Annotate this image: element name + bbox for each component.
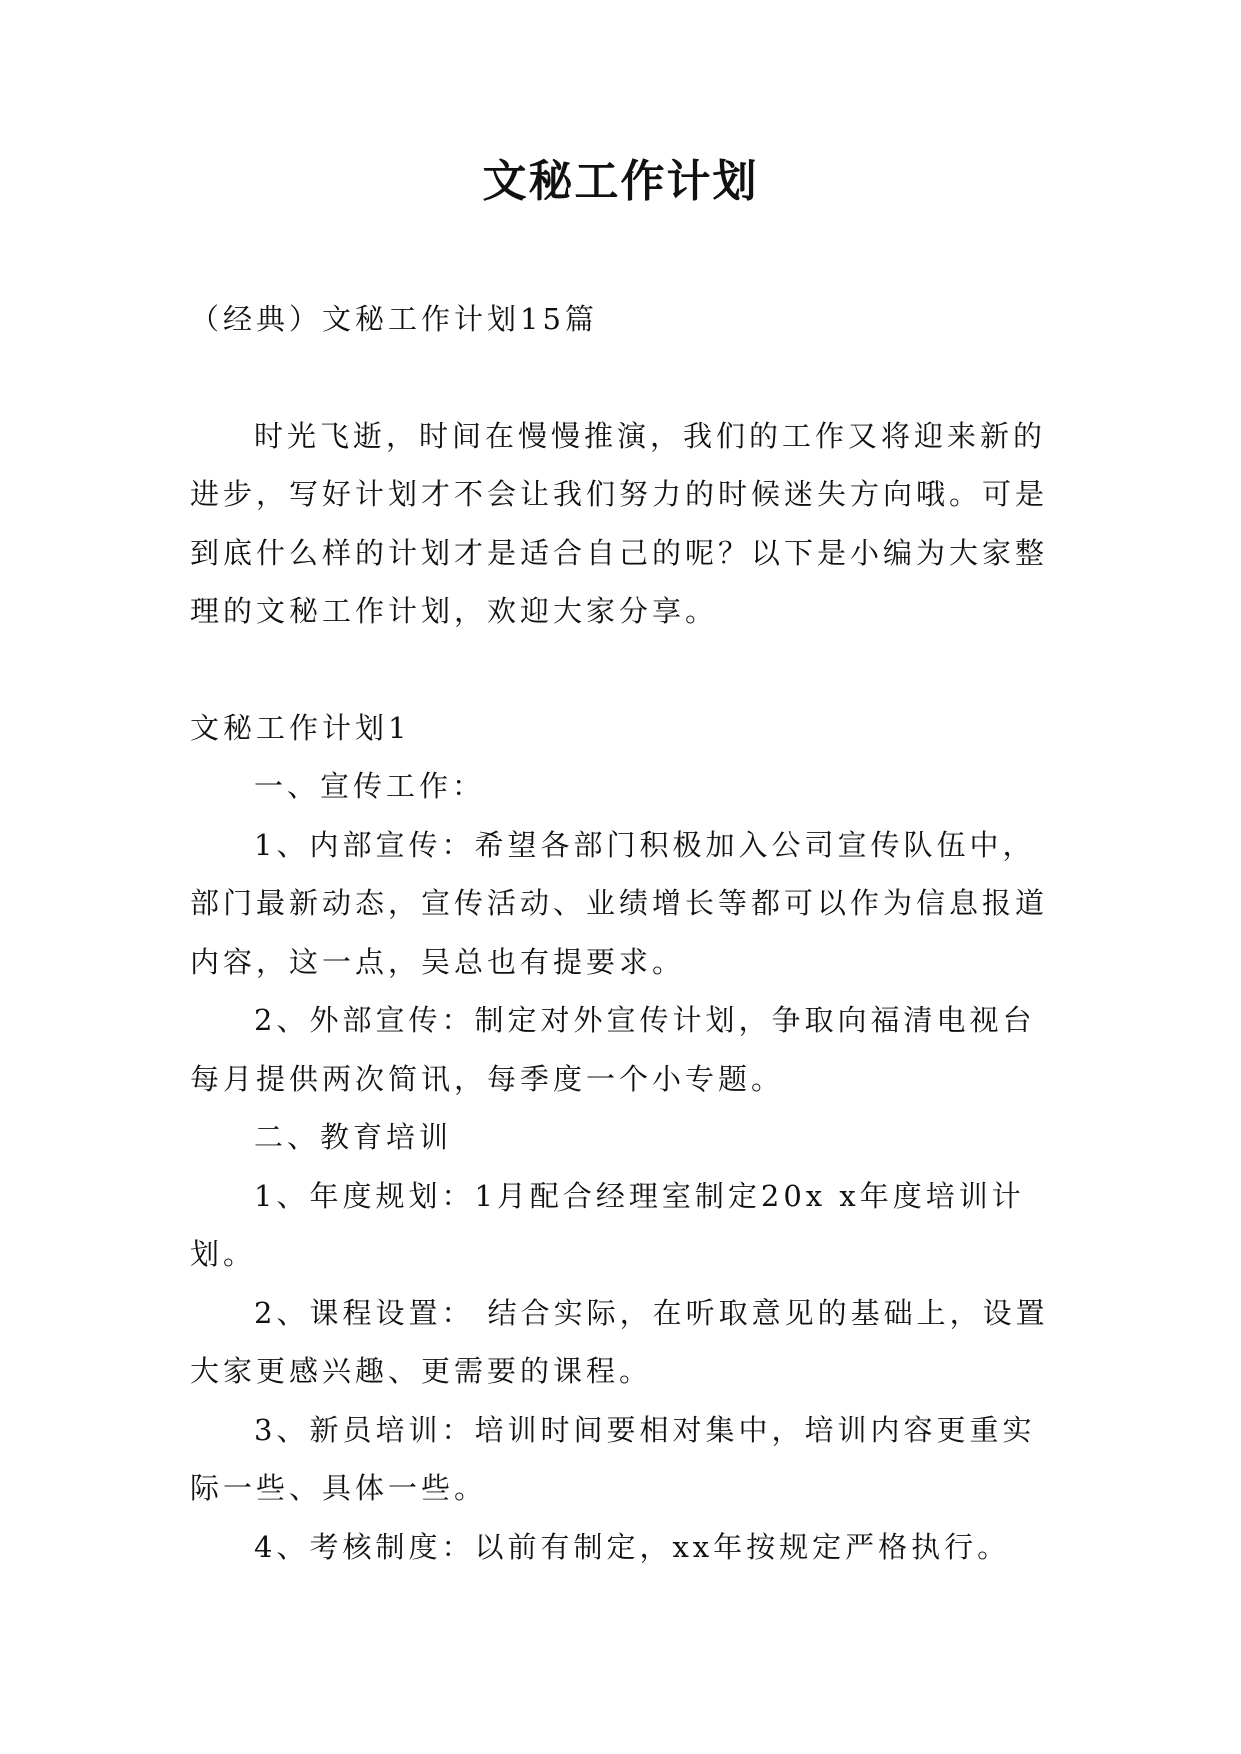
paragraph-annual-plan: 1、年度规划：1月配合经理室制定20x x年度培训计划。: [190, 1178, 1025, 1271]
intro-paragraph: 时光飞逝，时间在慢慢推演，我们的工作又将迎来新的进步，写好计划才不会让我们努力的时候迷失方向哦。可是到底什么样的计划才是适合自己的呢？以下是小编为大家整理的文秘工作计划，欢迎大家分享。: [190, 418, 1049, 628]
heading-training: 二、教育培训: [254, 1120, 453, 1154]
document-body: [190, 290, 1066, 1576]
paragraph-new-staff-training: 3、新员培训：培训时间要相对集中，培训内容更重实际一些、具体一些。: [190, 1412, 1036, 1505]
paragraph-assessment: 4、考核制度：以前有制定，xx年按规定严格执行。: [254, 1529, 1011, 1564]
paragraph-internal-publicity: 1、内部宣传：希望各部门积极加入公司宣传队伍中，部门最新动态，宣传活动、业绩增长等都可以作为信息报道内容，这一点，吴总也有提要求。: [190, 827, 1049, 979]
document-subtitle: （经典）文秘工作计划15篇: [190, 302, 598, 336]
section-heading: 文秘工作计划1: [190, 710, 411, 745]
heading-publicity: 一、宣传工作：: [254, 769, 486, 803]
document-title: 文秘工作计划: [482, 156, 759, 207]
paragraph-external-publicity: 2、外部宣传：制定对外宣传计划，争取向福清电视台每月提供两次简讯，每季度一个小专题。: [190, 1003, 1036, 1096]
paragraph-course-setup: 2、课程设置： 结合实际，在听取意见的基础上，设置大家更感兴趣、更需要的课程。: [190, 1295, 1049, 1388]
